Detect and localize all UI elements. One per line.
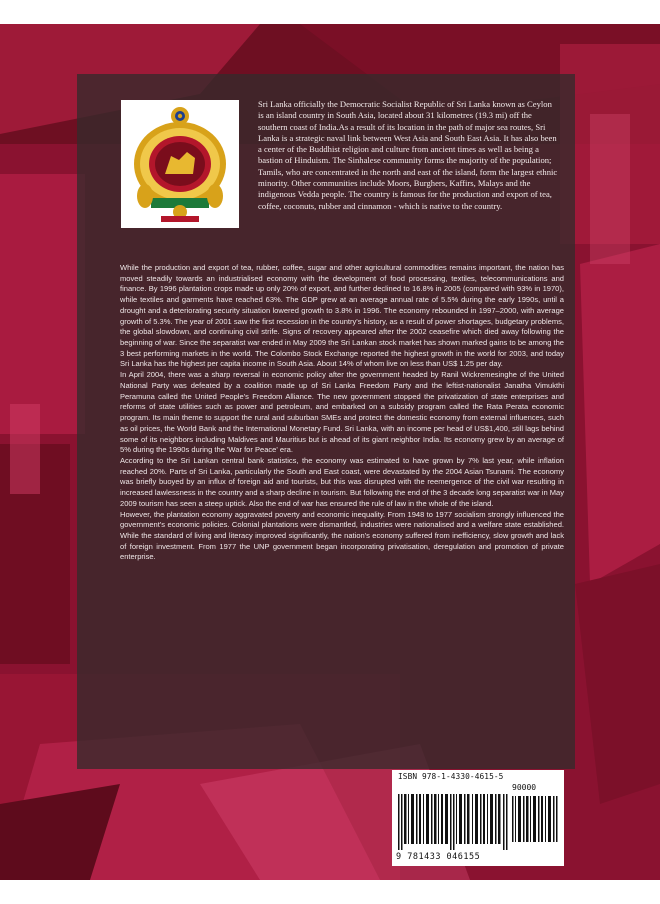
intro-paragraph: Sri Lanka officially the Democratic Socialist Republic of Sri Lanka known as Ceylon is an island country in South Asia, located about 31 kilometres (19.3 mi) off the southern coast of India.As a result of its location in the path of major sea routes, Sri Lanka is a strategic naval link between West Asia and South East Asia. It has also been a center of the Buddhist religion and culture from ancient times as well as being a bastion of Hinduism. The Sinhalese community forms the majority of the population; Tamils, who are concentrated in the north and east of the island, form the largest ethnic minority. Other communities include Moors, Burghers, Kaffirs, Malays and the indigenous Vedda people. The country is famous for the production and export of tea, coffee, coconuts, rubber and cinnamon - which is native to the country. (258, 99, 558, 211)
isbn-label: ISBN 978-1-4330-4615-5 (398, 772, 504, 781)
paragraph-economy: While the production and export of tea, rubber, coffee, sugar and other agricultural commodities remains important, the nation has moved steadily towards an industrialised economy with the development of food processing, textiles, telecommunications and finance. By 1996 plantation crops made up only 20% of export, and further declined to 16.8% in 2005 (compared with 93% in 1970), while textiles and garments have reached 63%. The GDP grew at an average annual rate of 5.5% during the early 1990s, until a drought and a deteriorating security situation lowered growth to 3.8% in 1996. The economy rebounded in 1997–2000, with average growth of 5.3%. The year of 2001 saw the first recession in the country's history, as a result of power shortages, budgetary problems, the global slowdown, and continuing civil strife. Signs of recovery appeared after the 2002 ceasefire which died away following the beginning of war. Since the separatist war ended in May 2009 the Sri Lankan stock market has shown marked gains to be among the 3 best performing markets in the world. The Colombo Stock Exchange reported the highest growth in the world for 2003, and today Sri Lanka has the highest per capita income in South Asia. About 14% of whom live on less than US$ 1.25 per day. (120, 263, 564, 369)
text-panel (77, 74, 575, 769)
paragraph-statistics: According to the Sri Lankan central bank statistics, the economy was estimated to have grown by 7% last year, while inflation reached 20%. Parts of Sri Lanka, particularly the South and East coast, were devastated by the 2004 Asian Tsunami. The economy was briefly buoyed by an influx of foreign aid and tourists, but this was disrupted with the reemergence of the civil war resulting in increased lawlessness in the country and a sharp decline in tourism. But following the end of the 3 decade long separatist war in May 2009 tourism has seen a steep uptick. Also the end of war has ensured the rule of law in the whole of the island. (120, 455, 564, 508)
paragraph-plantation: However, the plantation economy aggravated poverty and economic inequality. From 1948 to 1977 socialism strongly influenced the government's economic policies. Colonial plantations were dismantled, industries were nationalised and a welfare state established. While the standard of living and literacy improved significantly, the nation's economy suffered from inefficiency, slow growth and lack of foreign investment. From 1977 the UNP government began incorporating privatisation, deregulation and promotion of private enterprise. (120, 509, 564, 562)
paragraph-policy: In April 2004, there was a sharp reversal in economic policy after the government headed by Ranil Wickremesinghe of the United National Party was defeated by a coalition made up of Sri Lanka Freedom Party and the leftist-nationalist Janatha Vimukthi Peramuna called the United People's Freedom Alliance. The new government stopped the privatization of state enterprises and reforms of state utilities such as power and petroleum, and embarked on a subsidy program called the Rata Perata economic program. Its main theme to support the rural and suburban SMEs and protect the domestic economy from external influences, such as oil prices, the World Bank and the International Monetary Fund. Sri Lanka, with an income per head of US$1,400, still lags behind some of its neighbors including Maldives and Mauritius but is ahead of its giant neighbor India. Its economy grew by an average of 5% during the 1990s during the 'War for Peace' era. (120, 370, 564, 455)
isbn-barcode (392, 770, 564, 866)
price-barcode-icon (512, 796, 558, 842)
price-code: 90000 (512, 783, 537, 792)
sri-lanka-emblem-icon (121, 100, 239, 228)
barcode-digits: 9 781433 046155 (396, 852, 481, 862)
barcode-bars-icon (398, 794, 508, 850)
body-text (120, 263, 564, 563)
book-back-cover (0, 24, 660, 880)
